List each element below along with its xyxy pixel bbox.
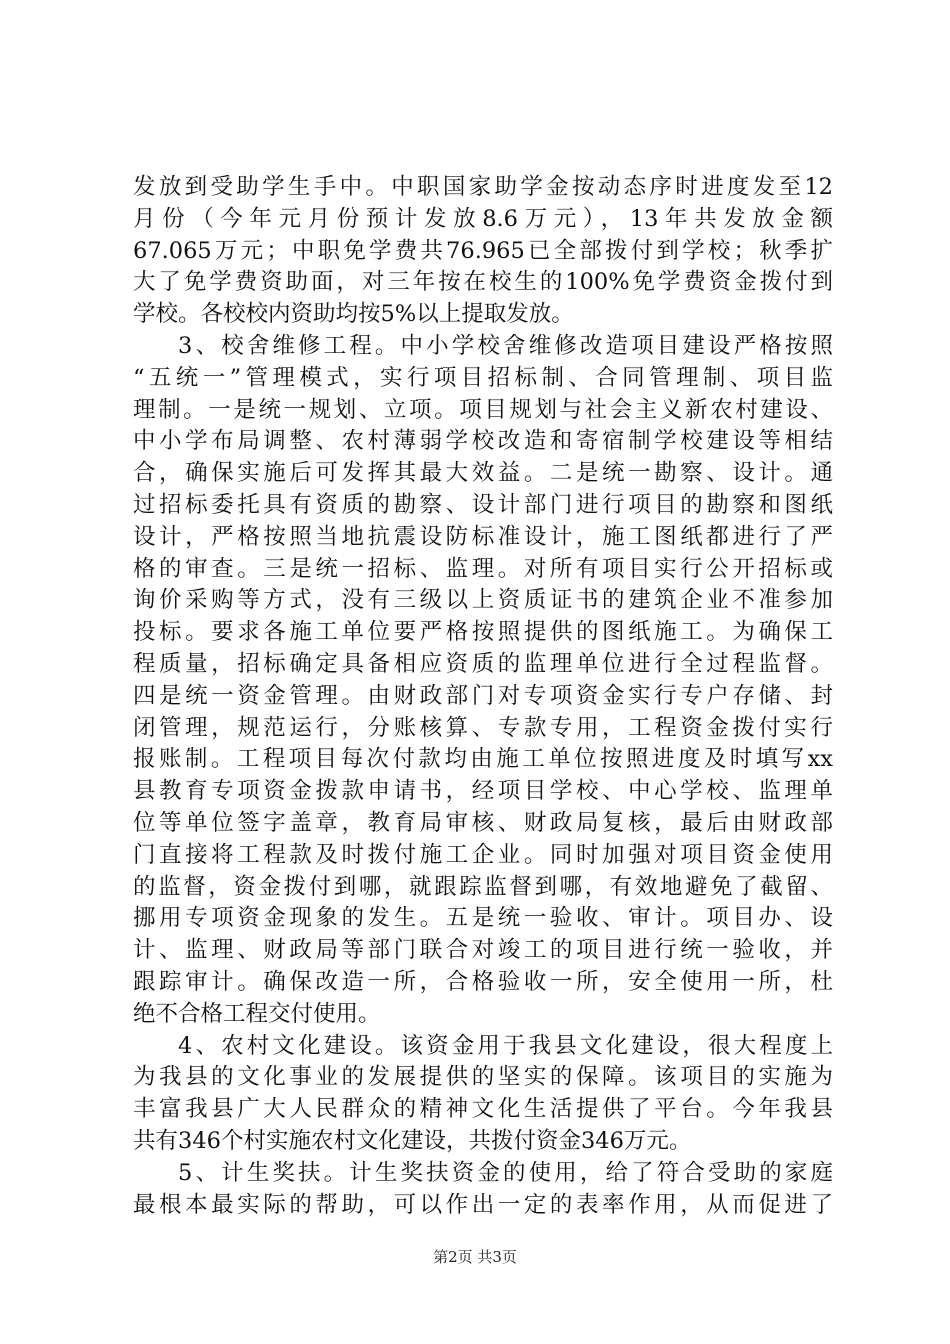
text-line: 为我县的文化事业的发展提供的坚实的保障。该项目的实施为	[133, 1064, 833, 1091]
text-line: 闭管理，规范运行，分账核算、专款专用，工程资金拨付实行	[133, 714, 833, 741]
text-line: 位等单位签字盖章，教育局审核、财政局复核，最后由财政部	[133, 809, 833, 836]
text-line: 合，确保实施后可发挥其最大效益。二是统一勘察、设计。通	[133, 460, 833, 487]
text-line: 格的审查。三是统一招标、监理。对所有项目实行公开招标或	[133, 555, 833, 582]
text-line: 月份（今年元月份预计发放8.6万元），13年共发放金额	[133, 205, 833, 232]
text-line: 的监督，资金拨付到哪，就跟踪监督到哪，有效地避免了截留、	[133, 873, 833, 900]
text-line: 过招标委托具有资质的勘察、设计部门进行项目的勘察和图纸	[133, 491, 833, 518]
text-line: 学校。各校校内资助均按5%以上提取发放。	[133, 301, 574, 328]
text-line: 县教育专项资金拨款申请书，经项目学校、中心学校、监理单	[133, 778, 833, 805]
text-line: “五统一”管理模式，实行项目招标制、合同管理制、项目监	[133, 364, 833, 391]
text-line: 跟踪审计。确保改造一所，合格验收一所，安全使用一所，杜	[133, 968, 833, 995]
text-line: 计、监理、财政局等部门联合对竣工的项目进行统一验收，并	[133, 937, 833, 964]
text-line: 丰富我县广大人民群众的精神文化生活提供了平台。今年我县	[133, 1096, 833, 1123]
text-line: 5、计生奖扶。计生奖扶资金的使用，给了符合受助的家庭	[178, 1159, 833, 1186]
body-text	[133, 172, 833, 1221]
text-line: 67.065万元；中职免学费共76.965已全部拨付到学校；秋季扩	[133, 237, 833, 264]
text-line: 4、农村文化建设。该资金用于我县文化建设，很大程度上	[178, 1032, 833, 1059]
text-line: 绝不合格工程交付使用。	[133, 1000, 381, 1027]
text-line: 发放到受助学生手中。中职国家助学金按动态序时进度发至12	[133, 174, 833, 200]
text-line: 报账制。工程项目每次付款均由施工单位按照进度及时填写xx	[133, 746, 833, 773]
text-line: 共有346个村实施农村文化建设，共拨付资金346万元。	[133, 1127, 692, 1154]
text-line: 询价采购等方式，没有三级以上资质证书的建筑企业不准参加	[133, 587, 833, 614]
text-line: 3、校舍维修工程。中小学校舍维修改造项目建设严格按照	[178, 332, 833, 359]
text-line: 程质量，招标确定具备相应资质的监理单位进行全过程监督。	[133, 650, 833, 677]
page-number-footer: 第2页 共3页	[433, 1248, 517, 1266]
text-line: 门直接将工程款及时拨付施工企业。同时加强对项目资金使用	[133, 841, 833, 868]
text-line: 理制。一是统一规划、立项。项目规划与社会主义新农村建设、	[133, 396, 833, 423]
text-line: 投标。要求各施工单位要严格按照提供的图纸施工。为确保工	[133, 619, 833, 646]
text-line: 大了免学费资助面，对三年按在校生的100%免学费资金拨付到	[133, 269, 833, 296]
text-line: 设计，严格按照当地抗震设防标准设计，施工图纸都进行了严	[133, 523, 833, 550]
text-line: 挪用专项资金现象的发生。五是统一验收、审计。项目办、设	[133, 905, 833, 932]
text-line: 最根本最实际的帮助，可以作出一定的表率作用，从而促进了	[133, 1191, 833, 1218]
text-line: 四是统一资金管理。由财政部门对专项资金实行专户存储、封	[133, 682, 833, 709]
text-line: 中小学布局调整、农村薄弱学校改造和寄宿制学校建设等相结	[133, 428, 833, 455]
